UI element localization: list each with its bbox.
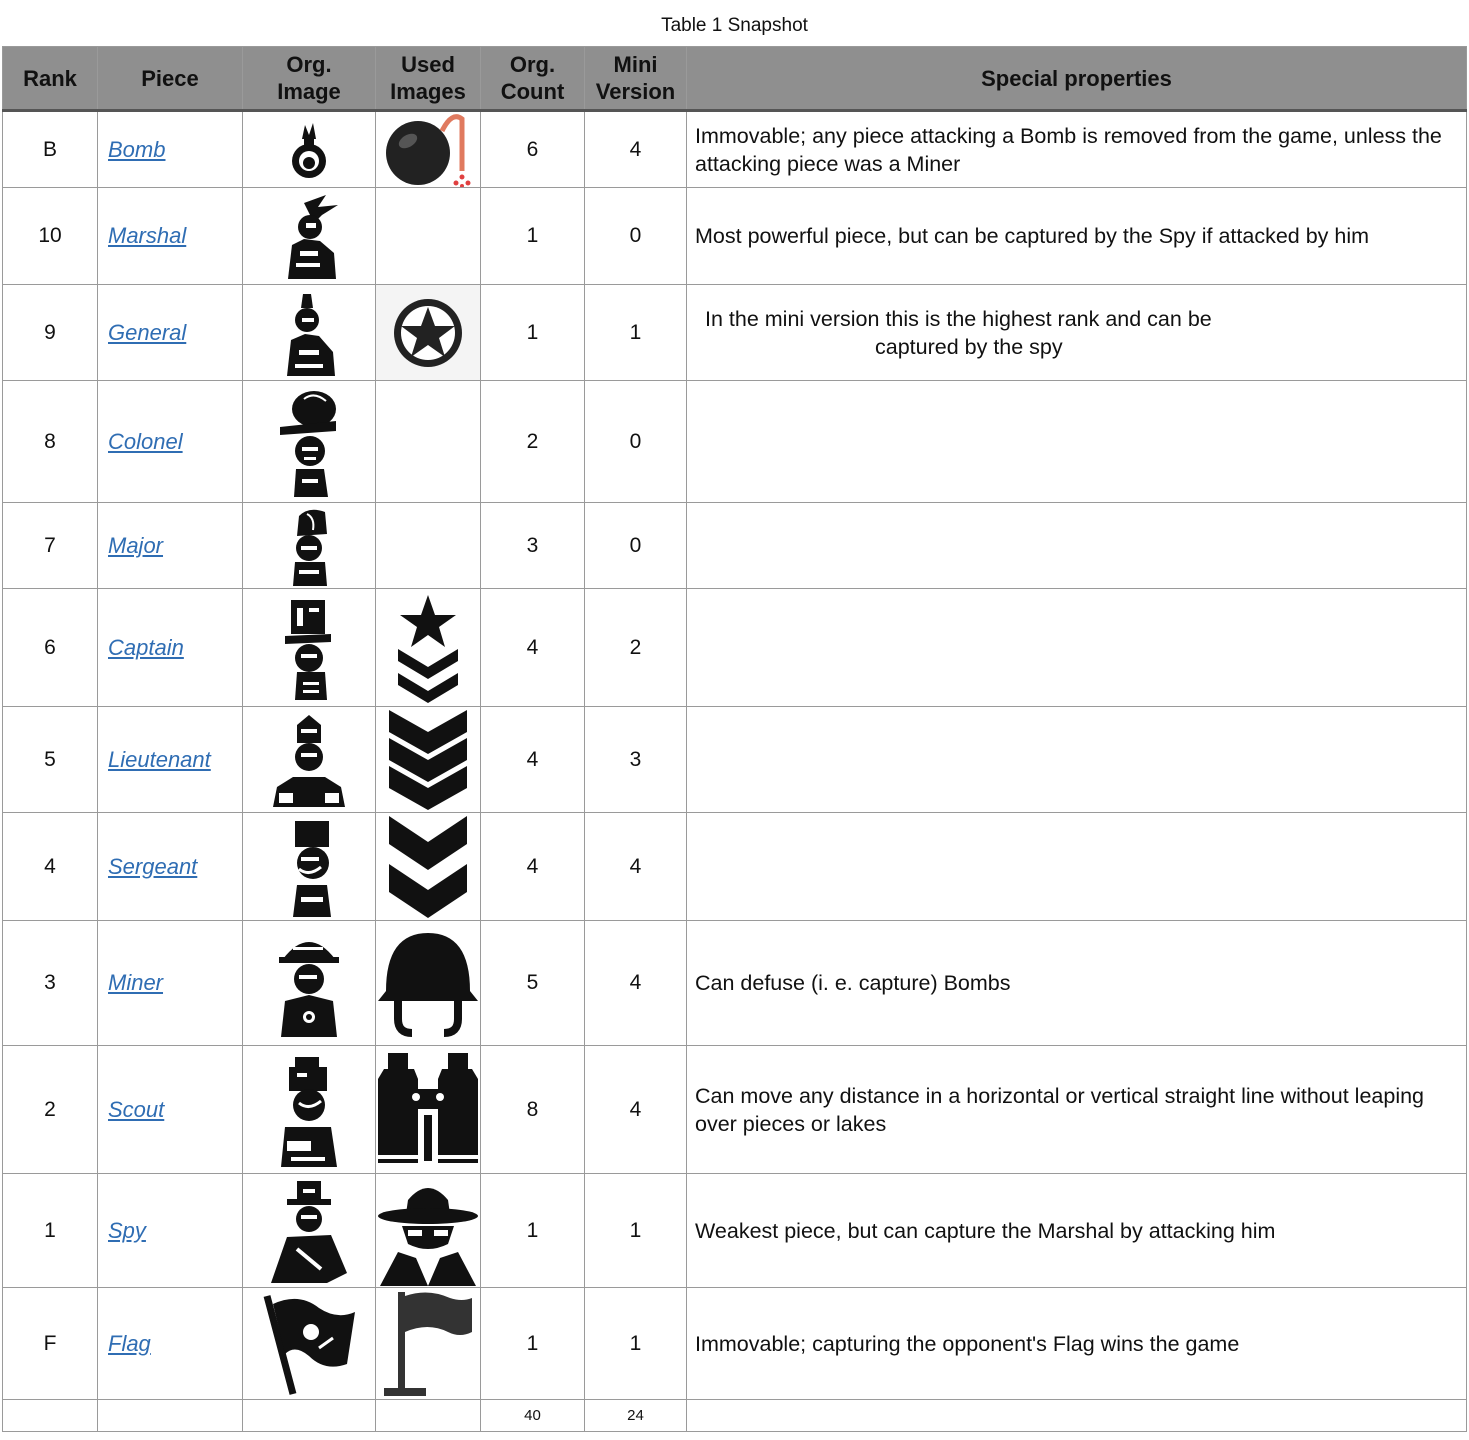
org-count-cell: 4 — [481, 813, 585, 921]
used-image-cell — [376, 921, 481, 1046]
org-image-cell — [243, 503, 376, 589]
table-row — [3, 503, 1467, 589]
used-image-cell — [376, 111, 481, 188]
totals-empty-cell — [243, 1400, 376, 1432]
org-count-cell: 8 — [481, 1046, 585, 1174]
rank-cell: B — [3, 111, 98, 188]
piece-link-lieutenant[interactable]: Lieutenant — [108, 746, 211, 772]
table-row — [3, 1174, 1467, 1288]
special-cell — [687, 285, 1467, 381]
special-cell — [687, 707, 1467, 813]
table-row — [3, 1046, 1467, 1174]
header-rank: Rank — [3, 47, 98, 111]
special-cell — [687, 381, 1467, 503]
org-count-cell: 1 — [481, 285, 585, 381]
totals-empty-cell — [376, 1400, 481, 1432]
scout-piece-icon — [271, 1053, 347, 1167]
org-image-cell — [243, 1288, 376, 1400]
pieces-table — [2, 46, 1467, 1432]
org-image-cell — [243, 813, 376, 921]
special-cell: Weakest piece, but can capture the Marshal by attacking him — [687, 1174, 1467, 1288]
header-used-images: Used Images — [376, 47, 481, 111]
org-image-cell — [243, 921, 376, 1046]
used-image-cell — [376, 1046, 481, 1174]
major-piece-icon — [279, 506, 339, 586]
totals-row — [3, 1400, 1467, 1432]
piece-link-bomb[interactable]: Bomb — [108, 136, 166, 162]
special-cell — [687, 589, 1467, 707]
special-cell: Can move any distance in a horizontal or vertical straight line without leaping over pieces or lakes — [687, 1046, 1467, 1174]
mini-version-cell: 2 — [585, 589, 687, 707]
flag-icon — [378, 1290, 478, 1398]
org-count-cell: 4 — [481, 707, 585, 813]
org-image-cell — [243, 285, 376, 381]
special-cell — [687, 813, 1467, 921]
piece-link-major[interactable]: Major — [108, 532, 164, 558]
table-row — [3, 707, 1467, 813]
piece-link-captain[interactable]: Captain — [108, 634, 184, 660]
table-row — [3, 285, 1467, 381]
org-count-cell: 6 — [481, 111, 585, 188]
org-image-cell — [243, 111, 376, 188]
used-image-cell — [376, 589, 481, 707]
org-image-cell — [243, 381, 376, 503]
mini-version-cell: 0 — [585, 381, 687, 503]
org-count-cell: 2 — [481, 381, 585, 503]
general-piece-icon — [277, 290, 341, 376]
mini-version-cell: 4 — [585, 813, 687, 921]
rank-cell: 10 — [3, 188, 98, 285]
table-row — [3, 188, 1467, 285]
sergeant-piece-icon — [277, 817, 341, 917]
rank-cell: 6 — [3, 589, 98, 707]
rank-cell: 7 — [3, 503, 98, 589]
mini-version-cell: 1 — [585, 1288, 687, 1400]
rank-cell: F — [3, 1288, 98, 1400]
mini-version-cell: 4 — [585, 921, 687, 1046]
used-image-cell — [376, 707, 481, 813]
org-image-cell — [243, 707, 376, 813]
piece-link-colonel[interactable]: Colonel — [108, 428, 183, 454]
table-row — [3, 813, 1467, 921]
org-count-cell: 1 — [481, 188, 585, 285]
piece-link-flag[interactable]: Flag — [108, 1330, 151, 1356]
header-org-image: Org. Image — [243, 47, 376, 111]
rank-cell: 3 — [3, 921, 98, 1046]
table-row — [3, 1288, 1467, 1400]
piece-link-miner[interactable]: Miner — [108, 970, 164, 995]
rank-cell: 2 — [3, 1046, 98, 1174]
used-image-cell — [376, 285, 481, 381]
binoculars-icon — [376, 1049, 480, 1171]
spy-piece-icon — [267, 1179, 351, 1283]
header-special: Special properties — [687, 47, 1467, 111]
table-row — [3, 921, 1467, 1046]
special-cell: Can defuse (i. e. capture) Bombs — [687, 921, 1467, 1046]
org-image-cell — [243, 188, 376, 285]
used-image-cell — [376, 381, 481, 503]
header-row — [3, 47, 1467, 111]
rank-cell: 1 — [3, 1174, 98, 1288]
piece-cell — [98, 188, 243, 285]
total-mini-version: 24 — [585, 1400, 687, 1432]
piece-link-spy[interactable]: Spy — [108, 1217, 146, 1243]
mini-version-cell: 4 — [585, 111, 687, 188]
special-cell: Most powerful piece, but can be captured by the Spy if attacked by him — [687, 188, 1467, 285]
bomb-icon — [380, 113, 476, 187]
table-row — [3, 381, 1467, 503]
piece-link-marshal[interactable]: Marshal — [108, 223, 187, 248]
total-org-count: 40 — [481, 1400, 585, 1432]
piece-cell — [98, 503, 243, 589]
used-image-cell — [376, 813, 481, 921]
piece-link-scout[interactable]: Scout — [108, 1096, 165, 1122]
spy-hat-icon — [376, 1176, 480, 1286]
mini-version-cell: 0 — [585, 503, 687, 589]
piece-cell — [98, 707, 243, 813]
mini-version-cell: 1 — [585, 285, 687, 381]
used-image-cell — [376, 1174, 481, 1288]
rank-cell: 5 — [3, 707, 98, 813]
piece-link-general[interactable]: General — [108, 319, 187, 345]
table-row — [3, 589, 1467, 707]
table-caption: Table 1 Snapshot — [661, 15, 808, 36]
org-count-cell: 3 — [481, 503, 585, 589]
used-image-cell — [376, 1288, 481, 1400]
piece-cell — [98, 1046, 243, 1174]
mini-version-cell: 0 — [585, 188, 687, 285]
totals-empty-cell — [687, 1400, 1467, 1432]
rank-cell: 9 — [3, 285, 98, 381]
star-two-chevrons-icon — [393, 593, 463, 703]
lieutenant-piece-icon — [269, 713, 349, 807]
org-image-cell — [243, 589, 376, 707]
mini-version-cell: 4 — [585, 1046, 687, 1174]
piece-cell — [98, 1174, 243, 1288]
used-image-cell — [376, 188, 481, 285]
used-image-cell — [376, 503, 481, 589]
miner-piece-icon — [273, 929, 345, 1037]
helmet-icon — [376, 929, 480, 1037]
org-count-cell: 1 — [481, 1288, 585, 1400]
org-count-cell: 5 — [481, 921, 585, 1046]
totals-empty-cell — [3, 1400, 98, 1432]
piece-link-sergeant[interactable]: Sergeant — [108, 853, 198, 879]
org-count-cell: 4 — [481, 589, 585, 707]
org-image-cell — [243, 1174, 376, 1288]
bomb-piece-icon — [284, 117, 334, 183]
piece-cell — [98, 813, 243, 921]
piece-cell — [98, 921, 243, 1046]
org-image-cell — [243, 1046, 376, 1174]
piece-cell — [98, 111, 243, 188]
header-mini-version: Mini Version — [585, 47, 687, 111]
two-chevrons-icon — [387, 814, 469, 920]
special-cell: Immovable; capturing the opponent's Flag wins the game — [687, 1288, 1467, 1400]
special-cell: Immovable; any piece attacking a Bomb is removed from the game, unless the attacking piece was a Miner — [687, 111, 1467, 188]
header-piece: Piece — [98, 47, 243, 111]
table-row — [3, 111, 1467, 188]
piece-cell — [98, 1288, 243, 1400]
special-line: In the mini version this is the highest rank and can be — [705, 306, 1212, 331]
special-cell — [687, 503, 1467, 589]
flag-piece-icon — [259, 1290, 359, 1398]
mini-version-cell: 1 — [585, 1174, 687, 1288]
piece-cell — [98, 381, 243, 503]
header-org-count: Org. Count — [481, 47, 585, 111]
marshal-piece-icon — [274, 193, 344, 279]
three-chevrons-icon — [387, 708, 469, 812]
totals-empty-cell — [98, 1400, 243, 1432]
special-line: captured by the spy — [875, 334, 1063, 359]
piece-cell — [98, 589, 243, 707]
rank-cell: 8 — [3, 381, 98, 503]
star-circle-icon — [388, 293, 468, 373]
mini-version-cell: 3 — [585, 707, 687, 813]
org-count-cell: 1 — [481, 1174, 585, 1288]
colonel-piece-icon — [274, 387, 344, 497]
captain-piece-icon — [281, 596, 337, 700]
rank-cell: 4 — [3, 813, 98, 921]
piece-cell — [98, 285, 243, 381]
